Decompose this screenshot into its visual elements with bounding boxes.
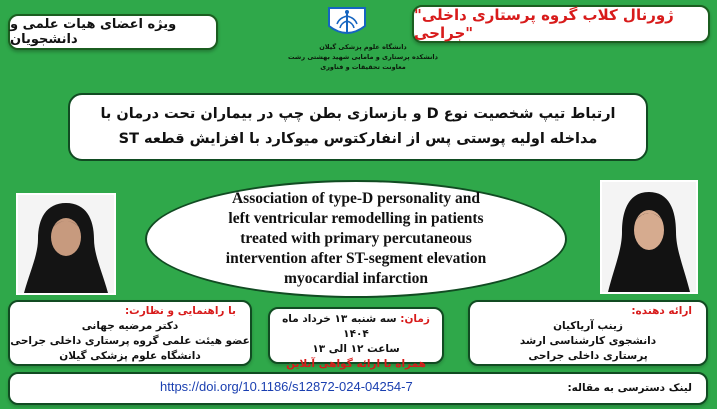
university-line: معاونت تحقیقات و فناوری [320, 63, 406, 71]
schedule-time: ساعت ۱۲ الی ۱۳ [312, 343, 400, 355]
audience-text: ویژه اعضای هیات علمی و دانشجویان [10, 17, 177, 47]
university-logo [325, 6, 369, 40]
article-link[interactable]: https://doi.org/10.1186/s12872-024-04254-7 [160, 379, 413, 394]
persian-title-box [68, 93, 648, 161]
presenter-photo [600, 180, 698, 294]
english-title-line: myocardial infarction [284, 270, 428, 287]
journal-club-badge [412, 5, 710, 43]
supervisor-box [8, 300, 252, 366]
supervisor-org: دانشگاه علوم پزشکی گیلان [59, 350, 201, 362]
presenter-name: زینب آریاکیان [553, 320, 623, 332]
schedule-date-label: زمان: [400, 313, 430, 325]
supervisor-name: دکتر مرضیه جهانی [81, 320, 179, 332]
presenter-heading: ارائه دهنده: [631, 305, 692, 317]
schedule-date-line [270, 312, 442, 342]
english-title-line: Association of type-D personality and [231, 190, 480, 207]
supervisor-photo [16, 193, 116, 295]
journal-club-title: "ژورنال کلاب گروه پرستاری داخلی جراحی" [414, 6, 674, 42]
article-link-bar [8, 372, 708, 405]
english-title-line: treated with primary percutaneous [240, 230, 472, 247]
university-line: دانشکده پرستاری و مامایی شهید بهشتی رشت [288, 53, 438, 61]
presenter-field: پرستاری داخلی جراحی [528, 350, 648, 362]
presenter-degree: دانشجوی کارشناسی ارشد [519, 335, 657, 347]
persian-title-line: ارتباط تیپ شخصیت نوع D و بازسازی بطن چپ در بیماران تحت درمان با [100, 106, 616, 122]
audience-badge [8, 14, 218, 50]
article-link-label: لینک دسترسی به مقاله: [567, 382, 692, 394]
english-title-line: left ventricular remodelling in patients [228, 210, 484, 227]
english-title-ellipse [145, 180, 567, 298]
supervisor-role: عضو هیئت علمی گروه پرستاری داخلی جراحی [10, 335, 250, 347]
schedule-date: سه شنبه ۱۳ خرداد ماه ۱۴۰۴ [282, 313, 397, 340]
persian-title-line: مداخله اولیه پوستی پس از انفارکتوس میوکارد با افزایش قطعه ST [118, 131, 598, 147]
schedule-note: همراه با ارائه گواهی آنلاین [286, 358, 426, 370]
supervisor-heading: با راهنمایی و نظارت: [124, 305, 236, 317]
schedule-box [268, 307, 444, 370]
university-line: دانشگاه علوم پزشکی گیلان [319, 43, 407, 51]
presenter-box [468, 300, 708, 366]
university-info [268, 42, 458, 72]
english-title-line: intervention after ST-segment elevation [225, 250, 487, 267]
